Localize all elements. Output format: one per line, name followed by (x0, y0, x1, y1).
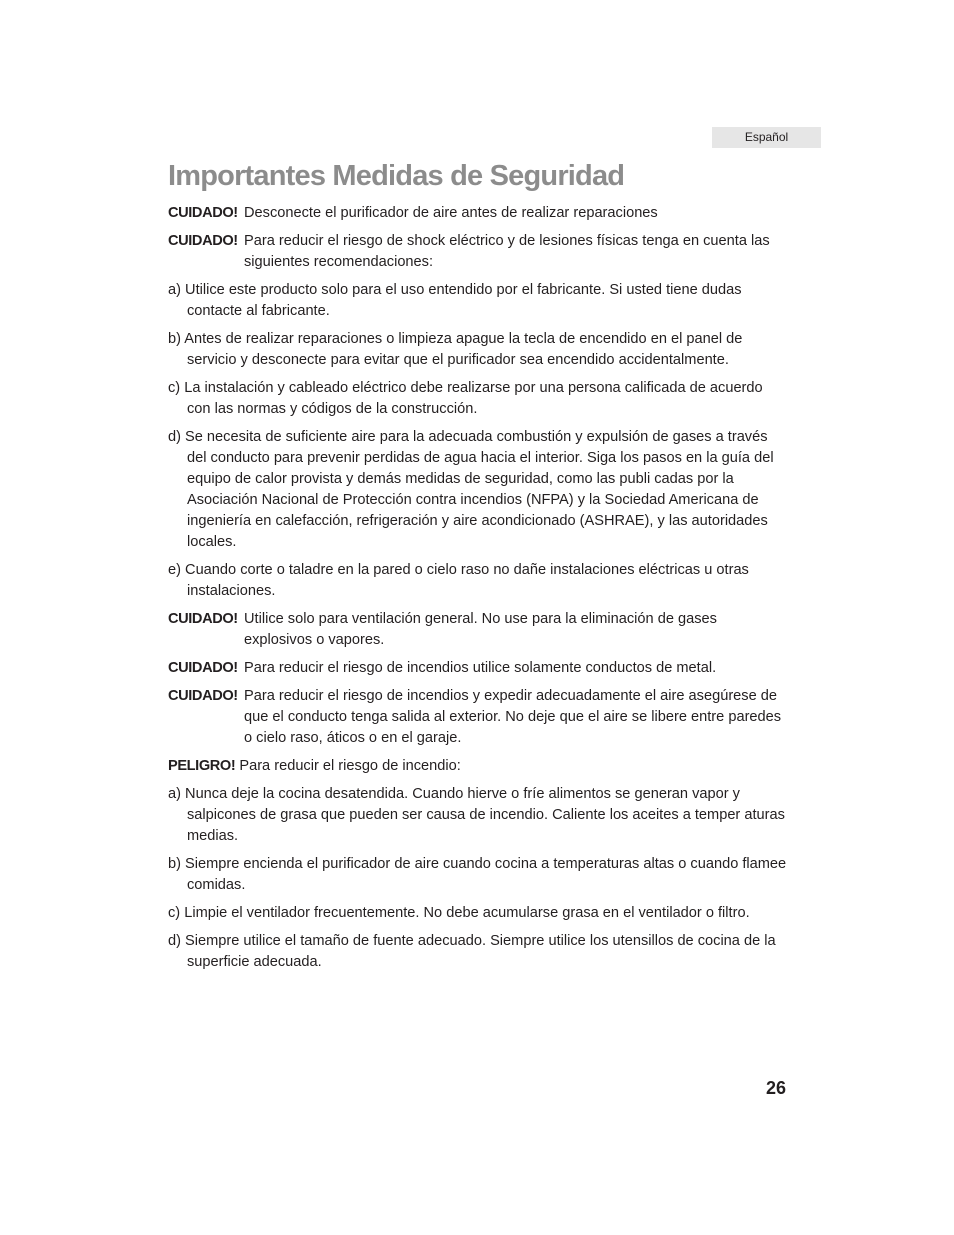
list-item: b) Antes de realizar reparaciones o limpieza apague la tecla de encendido en el panel de servicio y desconecte para evitar que el purificador sea encendido accidentalmente. (168, 331, 743, 368)
warning-2 (168, 231, 788, 273)
list-item: e) Cuando corte o taladre en la pared o cielo raso no dañe instalaciones eléctricas u otras instalaciones. (168, 562, 749, 599)
danger-text: Para reducir el riesgo de incendio: (239, 758, 461, 774)
page-number: 26 (765, 1078, 786, 1098)
list-item: b) Siempre encienda el purificador de aire cuando cocina a temperaturas altas o cuando flamee comidas. (168, 856, 787, 893)
warning-text: Utilice solo para ventilación general. No use para la eliminación de gases explosivos o vapores. (244, 611, 717, 648)
list-item: c) Limpie el ventilador frecuentemente. No debe acumularse grasa en el ventilador o filtro. (168, 905, 750, 921)
warning-3 (168, 609, 788, 651)
warning-label: CUIDADO! (168, 688, 238, 704)
warning-1 (168, 203, 788, 224)
list-item: c) La instalación y cableado eléctrico debe realizarse por una persona calificada de acuerdo con las normas y códigos de la construcción. (168, 380, 763, 417)
danger-label: PELIGRO! (168, 758, 236, 774)
list-item: d) Se necesita de suficiente aire para la adecuada combustión y expulsión de gases a través del conducto para prevenir perdidas de agua hacia el interior. Siga los pasos en la guía del equipo de calor provista y demás medidas de seguridad, como las publi cadas por la Asociación Nacional de Protección contra incendios (NFPA) y la Sociedad Americana de ingeniería en calefacción, refrigeración y aire acondicionado (ASHRAE), y las autoridades locales. (168, 429, 774, 550)
warning-text: Desconecte el purificador de aire antes de realizar reparaciones (244, 205, 658, 221)
warning-text: Para reducir el riesgo de incendios y expedir adecuadamente el aire asegúrese de que el conducto tenga salida al exterior. No deje que el aire se libere entre paredes o cielo raso, áticos o en el garaje. (244, 688, 782, 746)
list-item: d) Siempre utilice el tamaño de fuente adecuado. Siempre utilice los utensillos de cocina de la superficie adecuada. (168, 933, 776, 970)
warning-label: CUIDADO! (168, 233, 238, 249)
warning-5 (168, 686, 788, 749)
list-item: a) Nunca deje la cocina desatendida. Cuando hierve o fríe alimentos se generan vapor y salpicones de grasa que pueden ser causa de incendio. Caliente los aceites a temper aturas medias. (168, 786, 785, 844)
warning-label: CUIDADO! (168, 205, 238, 221)
warning-label: CUIDADO! (168, 660, 238, 676)
danger-line (168, 756, 788, 777)
safety-content (168, 203, 788, 980)
warning-label: CUIDADO! (168, 611, 238, 627)
warning-text: Para reducir el riesgo de incendios utilice solamente conductos de metal. (244, 660, 717, 676)
page-title: Importantes Medidas de Seguridad (168, 160, 625, 192)
warning-text: Para reducir el riesgo de shock eléctrico y de lesiones físicas tenga en cuenta las siguientes recomendaciones: (244, 233, 770, 270)
list-item: a) Utilice este producto solo para el uso entendido por el fabricante. Si usted tiene dudas contacte al fabricante. (168, 282, 742, 319)
warning-4 (168, 658, 788, 679)
language-tab: Español (712, 127, 821, 148)
